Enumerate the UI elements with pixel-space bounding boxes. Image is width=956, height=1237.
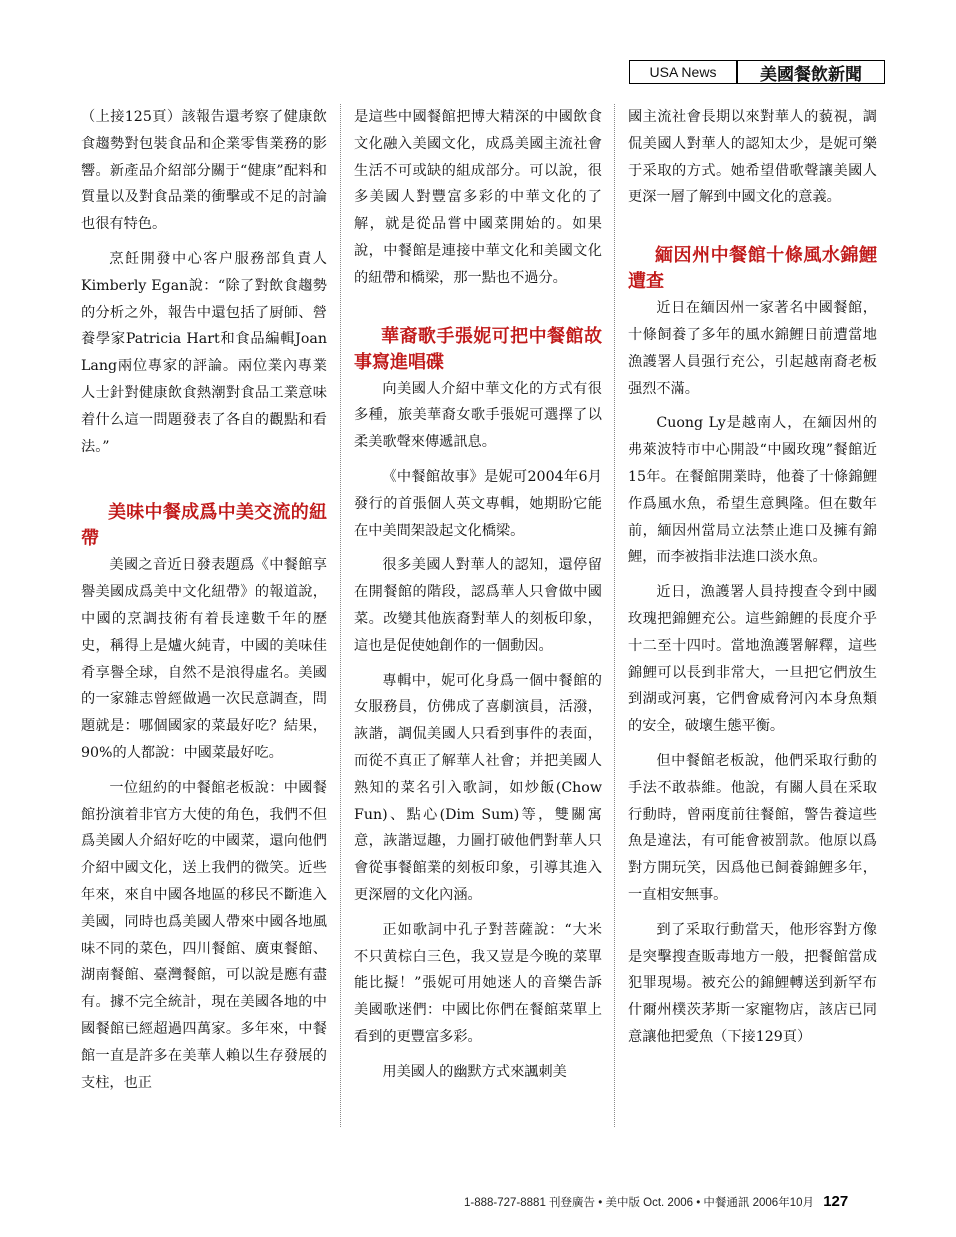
paragraph: 美國之音近日發表題爲《中餐館享譽美國成爲美中文化紐帶》的報道說，中國的烹調技術有着長達數千年的歷史，稱得上是爐火純青，中國的美味佳肴享譽全球，自然不是浪得虛名。美國的一家雜志曾經做過一次民意調查，問題就是：哪個國家的菜最好吃？結果，90%的人都說：中國菜最好吃。 — [81, 557, 327, 761]
column-1 — [81, 104, 327, 1104]
paragraph: 國主流社會長期以來對華人的藐視，調侃美國人對華人的認知太少，是妮可樂于采取的方式。她希望借歌聲讓美國人更深一層了解到中國文化的意義。 — [628, 109, 877, 206]
column-divider — [614, 104, 615, 1127]
column-3 — [628, 104, 877, 1059]
paragraph: （上接125頁）該報告還考察了健康飲食趨勢對包裝食品和企業零售業務的影響。新產品介紹部分關于“健康”配料和質量以及對食品業的衝擊或不足的討論也很有特色。 — [81, 109, 327, 233]
paragraph: 《中餐館故事》是妮可2004年6月發行的首張個人英文專輯，她期盼它能在中美間架設起文化橋梁。 — [354, 468, 602, 539]
paragraph: 專輯中，妮可化身爲一個中餐館的女服務員，仿佛成了喜劇演員，活潑，詼諧，調侃美國人只看到事件的表面，而從不真正了解華人社會；并把美國人熟知的菜名引入歌詞，如炒飯(Chow Fun)、點心(Dim Sum)等，雙關寓意，詼諧逗趣，力圖打破他們對華人只會從事餐館業的刻板印象，引導其進入更深層的文化內涵。 — [354, 672, 602, 903]
column-2 — [354, 104, 602, 1094]
page-footer — [464, 1193, 878, 1210]
paragraph: 很多美國人對華人的認知，還停留在開餐館的階段，認爲華人只會做中國菜。改變其他族裔對華人的刻板印象，這也是促使她創作的一個動因。 — [354, 557, 602, 654]
section-header — [629, 60, 885, 84]
section-label-zh: 美國餐飲新聞 — [760, 64, 862, 85]
paragraph: 是這些中國餐館把博大精深的中國飲食文化融入美國文化，成爲美國主流社會生活不可或缺的組成部分。可以說，很多美國人對豐富多彩的中華文化的了解，就是從品嘗中國菜開始的。如果說，中餐館是連接中華文化和美國文化的紐帶和橋梁，那一點也不過分。 — [354, 109, 602, 286]
page-number: 127 — [823, 1193, 849, 1210]
paragraph: 近日，漁護署人員持搜查令到中國玫瑰把錦鯉充公。這些錦鯉的長度介乎十二至十四吋。當地漁護署解釋，這些錦鯉可以長到非常大，一旦把它們放生到湖或河裏，它們會威脅河內本身魚類的安全，破壞生態平衡。 — [628, 584, 877, 735]
paragraph: 到了采取行動當天，他形容對方像是突擊搜查販毒地方一般，把餐館當成犯罪現場。被充公的錦鯉轉送到新罕布什爾州樸茨茅斯一家寵物店，該店已同意讓他把愛魚（下接129頁） — [628, 921, 877, 1045]
paragraph: 用美國人的幽默方式來諷刺美 — [382, 1063, 567, 1080]
paragraph: 近日在緬因州一家著名中國餐館，十條飼養了多年的風水錦鯉日前遭當地漁護署人員强行充公，引起越南裔老板强烈不滿。 — [628, 300, 877, 397]
article-headline: 緬因州中餐館十條風水錦鯉遭查 — [628, 245, 877, 293]
column-divider — [340, 104, 341, 1127]
footer-text: 1-888-727-8881 刊登廣告 • 美中版 Oct. 2006 • 中餐通訊 2006年10月 — [464, 1197, 814, 1209]
article-headline: 華裔歌手張妮可把中餐館故事寫進唱碟 — [354, 325, 602, 373]
paragraph: 烹飪開發中心客户服務部負責人Kimberly Egan說：“除了對飲食趨勢的分析之外，報告中還包括了厨師、營養學家Patricia Hart和食品編輯Joan Lang兩位專家的評論。兩位業內專業人士針對健康飲食熱潮對食品工業意味着什么這一問題發表了各自的觀點和看法。” — [81, 250, 327, 455]
paragraph: 一位紐約的中餐館老板說：中國餐館扮演着非官方大使的角色，我們不但爲美國人介紹好吃的中國菜，還向他們介紹中國文化，送上我們的微笑。近些年來，來自中國各地區的移民不斷進入美國，同時也爲美國人帶來中國各地風味不同的菜色，四川餐館、廣東餐館、湖南餐館、臺灣餐館，可以說是應有盡有。據不完全統計，現在美國各地的中國餐館已經超過四萬家。多年來，中餐館一直是許多在美華人賴以生存發展的支柱，也正 — [81, 779, 327, 1091]
section-label-en: USA News — [630, 61, 738, 83]
paragraph: Cuong Ly是越南人，在緬因州的弗萊波特市中心開設“中國玫瑰”餐館近15年。在餐館開業時，他養了十條錦鯉作爲風水魚，希望生意興隆。但在數年前，緬因州當局立法禁止進口及擁有錦鯉，而李被指非法進口淡水魚。 — [628, 415, 877, 566]
paragraph: 正如歌詞中孔子對菩薩說：“大米不只黄棕白三色，我又豈是今晚的菜單能比擬！”張妮可用她迷人的音樂告訴美國歌迷們：中國比你們在餐館菜單上看到的更豐富多彩。 — [354, 921, 602, 1045]
paragraph: 向美國人介紹中華文化的方式有很多種，旅美華裔女歌手張妮可選擇了以柔美歌聲來傳遞訊息。 — [354, 380, 602, 451]
paragraph: 但中餐館老板說，他們采取行動的手法不敢恭維。他說，有關人員在采取行動時，曾兩度前往餐館，警告養這些魚是違法，有可能會被罰款。他原以爲對方開玩笑，因爲他已飼養錦鯉多年，一直相安無事。 — [628, 752, 877, 903]
article-headline: 美味中餐成爲中美交流的紐帶 — [81, 502, 327, 550]
